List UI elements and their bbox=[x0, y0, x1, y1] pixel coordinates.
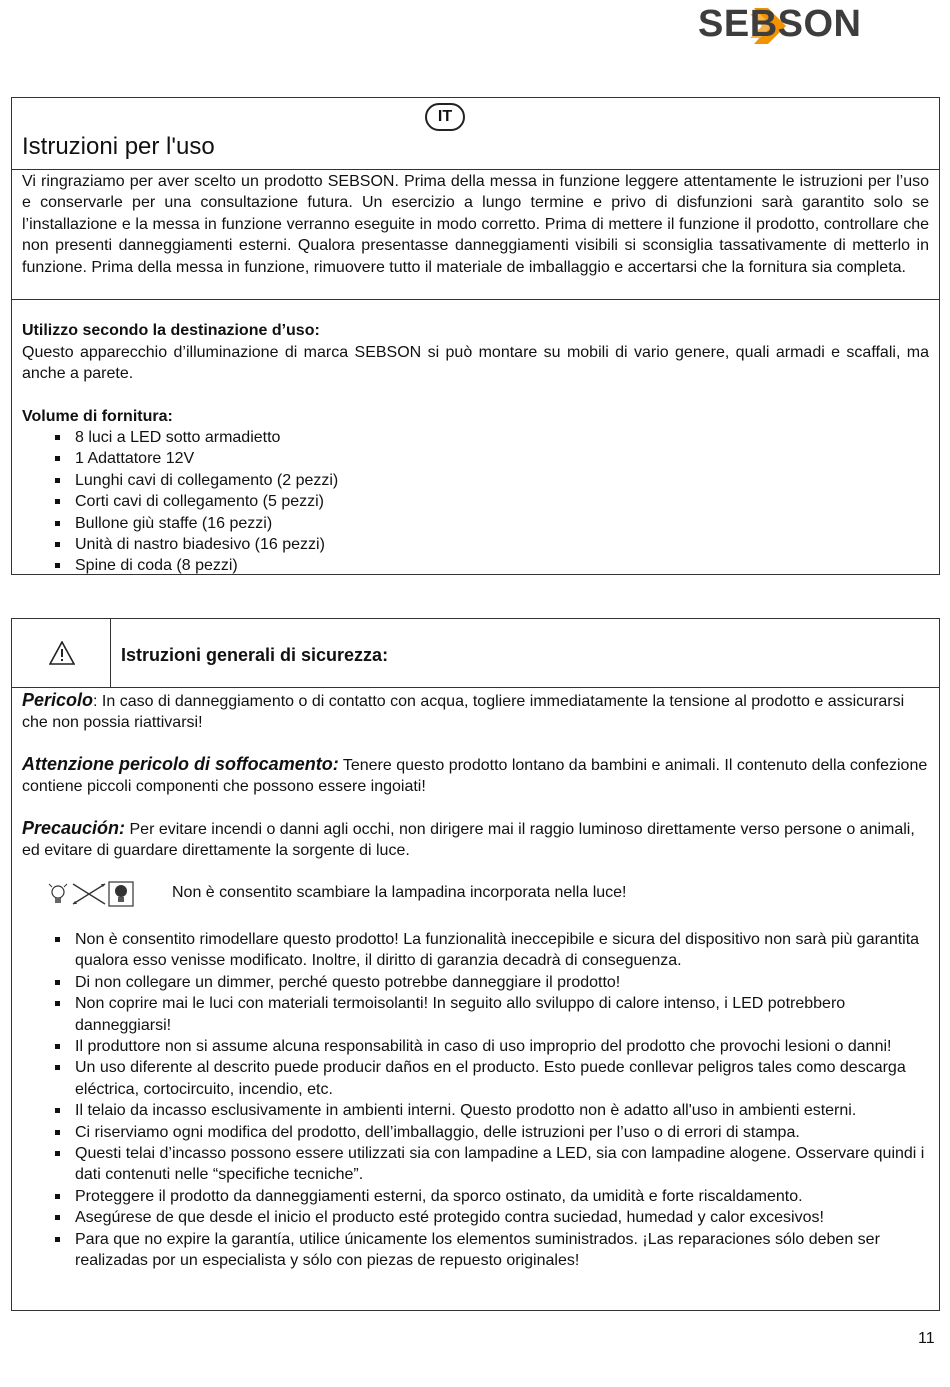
supply-list bbox=[12, 427, 939, 577]
list-item: Il telaio da incasso esclusivamente in ambienti interni. Questo prodotto non è adatto all'uso in ambienti esterni. bbox=[12, 1100, 929, 1121]
list-item: Questi telai d’incasso possono essere utilizzati sia con lampadine a LED, sia con lampadine alogene. Osservare quindi i dati contenuti nelle “specifiche tecniche”. bbox=[12, 1143, 929, 1186]
caution-paragraph bbox=[22, 818, 929, 862]
divider bbox=[12, 169, 939, 170]
list-item: Unità di nastro biadesivo (16 pezzi) bbox=[12, 534, 939, 555]
safety-section bbox=[11, 618, 940, 1311]
caution-text: Per evitare incendi o danni agli occhi, non dirigere mai il raggio luminoso direttamente verso persone o animali, ed evitare di guardare direttamente la sorgente di luce. bbox=[22, 821, 915, 860]
use-paragraph: Questo apparecchio d’illuminazione di marca SEBSON si può montare su mobili di vario genere, quali armadi e scaffali, ma anche a parete. bbox=[22, 344, 929, 383]
list-item: Bullone giù staffe (16 pezzi) bbox=[12, 513, 939, 534]
caution-label: Precaución: bbox=[22, 818, 126, 838]
list-item: Non è consentito rimodellare questo prodotto! La funzionalità ineccepibile e sicura del dispositivo non sarà più garantita qualora esso venisse modificato. Inoltre, il diritto di garanzia decadrà di conseguenza. bbox=[12, 929, 929, 972]
list-item: 8 luci a LED sotto armadietto bbox=[12, 427, 939, 448]
supply-heading: Volume di fornitura: bbox=[22, 408, 173, 425]
list-item: Corti cavi di collegamento (5 pezzi) bbox=[12, 491, 939, 512]
list-item: Spine di coda (8 pezzi) bbox=[12, 555, 939, 576]
safety-title: Istruzioni generali di sicurezza: bbox=[121, 645, 389, 665]
danger-label: Pericolo bbox=[22, 690, 94, 710]
brand-name: SEBSON bbox=[698, 3, 862, 45]
list-item: Lunghi cavi di collegamento (2 pezzi) bbox=[12, 470, 939, 491]
danger-paragraph bbox=[22, 690, 929, 734]
list-item: Ci riserviamo ogni modifica del prodotto, dell’imballaggio, delle istruzioni per l’uso o di errori di stampa. bbox=[12, 1122, 929, 1143]
list-item: 1 Adattatore 12V bbox=[12, 448, 939, 469]
use-heading: Utilizzo secondo la destinazione d’uso: bbox=[22, 322, 320, 339]
language-badge: IT bbox=[425, 103, 465, 131]
list-item: Di non collegare un dimmer, perché questo potrebbe danneggiare il prodotto! bbox=[12, 972, 929, 993]
list-item: Non coprire mai le luci con materiali termoisolanti! In seguito allo sviluppo di calore intenso, i LED potrebbero danneggiarsi! bbox=[12, 993, 929, 1036]
choke-paragraph bbox=[22, 754, 929, 798]
safety-bullet-list bbox=[12, 929, 929, 1272]
page-number: 11 bbox=[918, 1330, 935, 1347]
intro-paragraph: Vi ringraziamo per aver scelto un prodotto SEBSON. Prima della messa in funzione leggere attentamente le istruzioni per l’uso e conservarle per una consultazione futura. Un esercizio a lungo termine e privo di disfunzioni sarà garantito solo se l’installazione e la messa in funzione verranno eseguite in modo corretto. Prima di mettere il funzione il prodotto, controllare che non presenti danneggiamenti esterni. Qualora presentasse danneggiamenti visibili si sconsiglia tassativamente di metterlo in funzione. Prima della messa in funzione, rimuovere tutto il materiale de imballaggio e accertarsi che la fornitura sia completa. bbox=[22, 173, 929, 276]
divider bbox=[110, 619, 111, 688]
choke-label: Attenzione pericolo di soffocamento: bbox=[22, 754, 339, 774]
lamp-note: Non è consentito scambiare la lampadina incorporata nella luce! bbox=[172, 884, 627, 901]
divider bbox=[12, 687, 939, 688]
list-item: Asegúrese de que desde el inicio el producto esté protegido contra suciedad, humedad y calor excesivos! bbox=[12, 1207, 929, 1228]
choke-text: Tenere questo prodotto lontano da bambini e animali. Il contenuto della confezione contiene piccoli componenti che possono essere ingoiati! bbox=[22, 757, 928, 796]
instructions-section bbox=[11, 97, 940, 575]
danger-text: : In caso di danneggiamento o di contatto con acqua, togliere immediatamente la tensione al prodotto e assicurarsi che non possia riattivarsi! bbox=[22, 693, 905, 732]
section-title: Istruzioni per l'uso bbox=[22, 133, 215, 160]
list-item: Proteggere il prodotto da danneggiamenti esterni, da sporco ostinato, da umidità e forte riscaldamento. bbox=[12, 1186, 929, 1207]
list-item: Para que no expire la garantía, utilice únicamente los elementos suministrados. ¡Las reparaciones sólo deben ser realizadas por un especialista y sólo con piezas de repuesto originales! bbox=[12, 1229, 929, 1272]
list-item: Un uso diferente al descrito puede producir daños en el producto. Esto puede conllevar peligros tales como descarga eléctrica, cortocircuito, incendio, etc. bbox=[12, 1057, 929, 1100]
warning-triangle-icon bbox=[49, 641, 75, 665]
no-lamp-replacement-icon bbox=[47, 881, 137, 907]
divider bbox=[12, 299, 939, 300]
list-item: Il produttore non si assume alcuna responsabilità in caso di uso improprio del prodotto che provochi lesioni o danni! bbox=[12, 1036, 929, 1057]
